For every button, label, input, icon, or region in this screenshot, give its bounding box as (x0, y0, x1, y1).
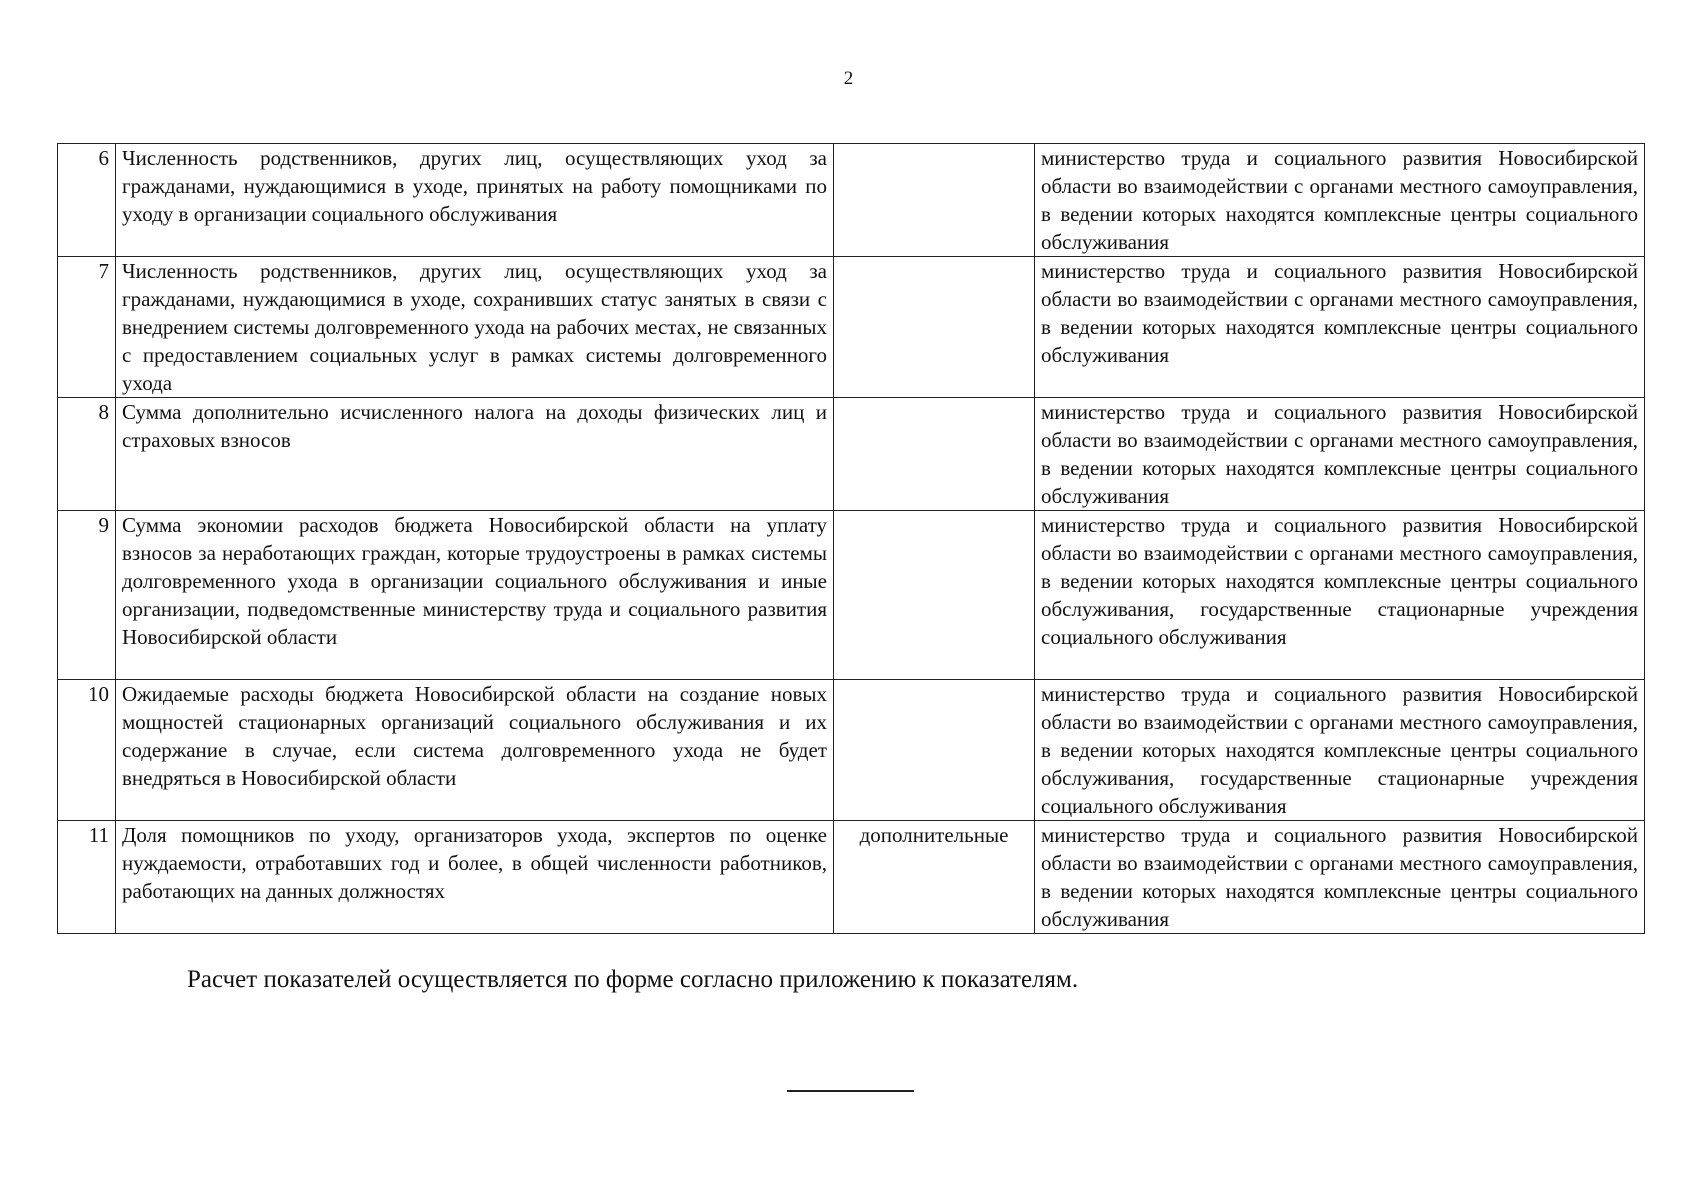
indicator-type (834, 144, 1035, 257)
page-number: 2 (843, 68, 854, 89)
indicator-name: Численность родственников, других лиц, осуществляющих уход за гражданами, нуждающимися в уходе, сохранивших статус занятых в связи с внедрением системы долговременного ухода на рабочих местах, не связанных с предоставлением социальных услуг в рамках системы долговременного ухода (116, 257, 834, 398)
row-number: 6 (58, 144, 116, 257)
responsible-body: министерство труда и социального развития Новосибирской области во взаимодействии с органами местного самоуправления, в ведении которых находятся комплексные центры социального обслуживания (1035, 144, 1645, 257)
responsible-body: министерство труда и социального развития Новосибирской области во взаимодействии с органами местного самоуправления, в ведении которых находятся комплексные центры социального обслуживания (1035, 257, 1645, 398)
row-number: 9 (58, 511, 116, 680)
indicator-name: Доля помощников по уходу, организаторов ухода, экспертов по оценке нуждаемости, отработавших год и более, в общей численности работников, работающих на данных должностях (116, 821, 834, 934)
indicator-name: Сумма дополнительно исчисленного налога на доходы физических лиц и страховых взносов (116, 398, 834, 511)
row-number: 10 (58, 680, 116, 821)
indicator-name: Сумма экономии расходов бюджета Новосибирской области на уплату взносов за неработающих граждан, которые трудоустроены в рамках системы долговременного ухода в организации социального обслуживания и иные организации, подведомственные министерству труда и социального развития Новосибирской области (116, 511, 834, 680)
indicator-type (834, 257, 1035, 398)
table-row (58, 680, 1645, 821)
indicator-name: Ожидаемые расходы бюджета Новосибирской области на создание новых мощностей стационарных организаций социального обслуживания и их содержание в случае, если система долговременного ухода не будет внедряться в Новосибирской области (116, 680, 834, 821)
table-row (58, 144, 1645, 257)
indicator-name: Численность родственников, других лиц, осуществляющих уход за гражданами, нуждающимися в уходе, принятых на работу помощниками по уходу в организации социального обслуживания (116, 144, 834, 257)
indicator-type (834, 511, 1035, 680)
indicators-table (57, 143, 1645, 934)
calculation-note: Расчет показателей осуществляется по форме согласно приложению к показателям. (187, 966, 1079, 993)
responsible-body: министерство труда и социального развития Новосибирской области во взаимодействии с органами местного самоуправления, в ведении которых находятся комплексные центры социального обслуживания, государственные стационарные учреждения социального обслуживания (1035, 680, 1645, 821)
end-separator-line (787, 1090, 914, 1092)
indicator-type (834, 680, 1035, 821)
table-row (58, 511, 1645, 680)
table-row (58, 821, 1645, 934)
table-row (58, 398, 1645, 511)
responsible-body: министерство труда и социального развития Новосибирской области во взаимодействии с органами местного самоуправления, в ведении которых находятся комплексные центры социального обслуживания (1035, 398, 1645, 511)
indicator-type (834, 398, 1035, 511)
row-number: 8 (58, 398, 116, 511)
indicator-type: дополнительные (834, 821, 1035, 934)
responsible-body: министерство труда и социального развития Новосибирской области во взаимодействии с органами местного самоуправления, в ведении которых находятся комплексные центры социального обслуживания (1035, 821, 1645, 934)
row-number: 11 (58, 821, 116, 934)
table-row (58, 257, 1645, 398)
responsible-body: министерство труда и социального развития Новосибирской области во взаимодействии с органами местного самоуправления, в ведении которых находятся комплексные центры социального обслуживания, государственные стационарные учреждения социального обслуживания (1035, 511, 1645, 680)
row-number: 7 (58, 257, 116, 398)
